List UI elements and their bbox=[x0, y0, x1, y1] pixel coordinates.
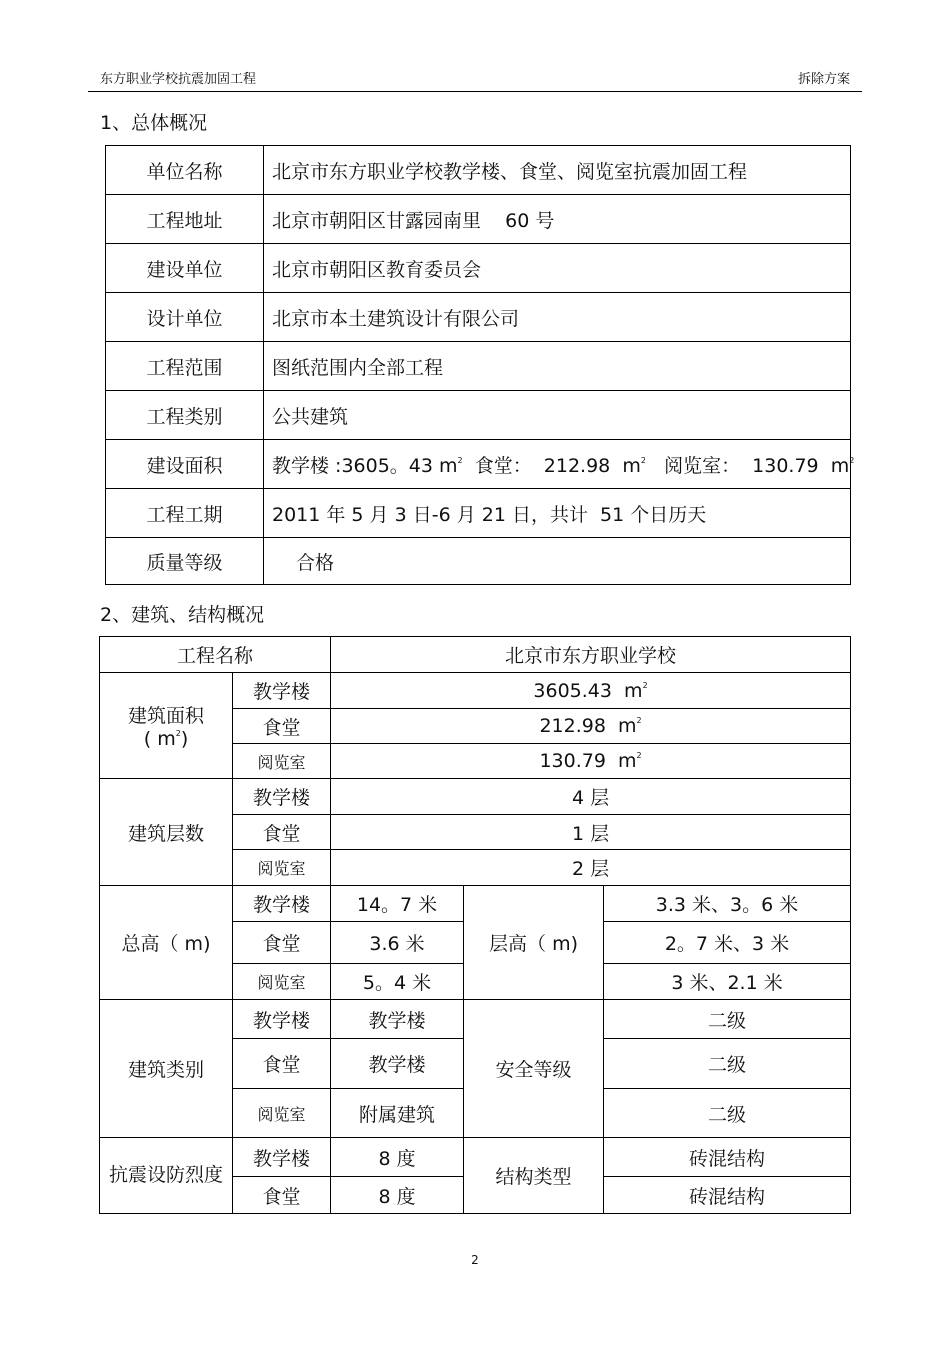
table-row bbox=[100, 886, 851, 922]
project-name: 北京市东方职业学校 bbox=[331, 637, 851, 673]
row-value: 2011 年 5 月 3 日-6 月 21 日，共计 51 个日历天 bbox=[264, 489, 851, 538]
row-value: 北京市本土建筑设计有限公司 bbox=[264, 293, 851, 342]
safety-value: 二级 bbox=[604, 1000, 851, 1039]
seismic-label: 抗震设防烈度 bbox=[100, 1138, 233, 1214]
row-value: 北京市朝阳区教育委员会 bbox=[264, 244, 851, 293]
table-row bbox=[106, 342, 851, 391]
project-name-label: 工程名称 bbox=[100, 637, 331, 673]
floors-value: 2 层 bbox=[331, 850, 851, 886]
area-canteen: 食堂： 212.98 m bbox=[462, 454, 641, 477]
overview-table bbox=[105, 145, 855, 585]
table-row bbox=[106, 391, 851, 440]
structure-value: 砖混结构 bbox=[604, 1177, 851, 1214]
building-name: 教学楼 bbox=[233, 886, 331, 922]
building-name: 食堂 bbox=[233, 1039, 331, 1089]
sup-2: 2 bbox=[849, 455, 855, 465]
floor-height-value: 3 米、2.1 米 bbox=[604, 964, 851, 1000]
table-row bbox=[100, 1000, 851, 1039]
section1-title: 1、总体概况 bbox=[100, 112, 208, 134]
row-value: 合格 bbox=[264, 538, 851, 585]
area-unit: ( $m^2$) bbox=[143, 728, 189, 750]
table-row bbox=[100, 637, 851, 673]
sup-2: 2 bbox=[640, 455, 646, 465]
row-label: 工程类别 bbox=[106, 391, 264, 440]
page-number: 2 bbox=[471, 1253, 479, 1267]
table-row bbox=[100, 1138, 851, 1177]
row-label: 质量等级 bbox=[106, 538, 264, 585]
category-value: 附属建筑 bbox=[331, 1089, 464, 1138]
header-left-title: 东方职业学校抗震加固工程 bbox=[100, 72, 257, 87]
floor-height-value: 3.3 米、3。6 米 bbox=[604, 886, 851, 922]
building-name: 教学楼 bbox=[233, 1000, 331, 1039]
table-row bbox=[100, 673, 851, 709]
header-right-title: 拆除方案 bbox=[797, 72, 850, 87]
row-value: 北京市东方职业学校教学楼、食堂、阅览室抗震加固工程 bbox=[264, 146, 851, 195]
safety-label: 安全等级 bbox=[464, 1000, 604, 1138]
table-row bbox=[106, 538, 851, 585]
table-row bbox=[106, 440, 851, 489]
row-value: 北京市朝阳区甘露园南里 60 号 bbox=[264, 195, 851, 244]
area-reading: 阅览室： 130.79 m bbox=[645, 454, 850, 477]
row-label: 建设单位 bbox=[106, 244, 264, 293]
row-value-area bbox=[264, 440, 855, 489]
table-row bbox=[106, 489, 851, 538]
table-row bbox=[106, 293, 851, 342]
height-value: 14。7 米 bbox=[331, 886, 464, 922]
building-name: 食堂 bbox=[233, 922, 331, 964]
floors-value: 1 层 bbox=[331, 815, 851, 850]
safety-value: 二级 bbox=[604, 1089, 851, 1138]
category-value: 教学楼 bbox=[331, 1000, 464, 1039]
table-row bbox=[106, 244, 851, 293]
building-name: 教学楼 bbox=[233, 779, 331, 815]
header-rule bbox=[88, 91, 862, 92]
row-value: 图纸范围内全部工程 bbox=[264, 342, 851, 391]
structure-table bbox=[99, 636, 851, 1214]
building-name: 阅览室 bbox=[233, 964, 331, 1000]
row-label: 设计单位 bbox=[106, 293, 264, 342]
height-value: 5。4 米 bbox=[331, 964, 464, 1000]
row-label: 工程范围 bbox=[106, 342, 264, 391]
category-label: 建筑类别 bbox=[100, 1000, 233, 1138]
building-name: 食堂 bbox=[233, 1177, 331, 1214]
structure-label: 结构类型 bbox=[464, 1138, 604, 1214]
building-name: 教学楼 bbox=[233, 673, 331, 709]
seismic-value: 8 度 bbox=[331, 1138, 464, 1177]
row-label: 工程地址 bbox=[106, 195, 264, 244]
floors-value: 4 层 bbox=[331, 779, 851, 815]
floor-height-value: 2。7 米、3 米 bbox=[604, 922, 851, 964]
height-value: 3.6 米 bbox=[331, 922, 464, 964]
building-name: 阅览室 bbox=[233, 744, 331, 779]
row-label: 建设面积 bbox=[106, 440, 264, 489]
table-row bbox=[100, 779, 851, 815]
area-value: 3605.43 $m^2$ bbox=[331, 673, 851, 709]
section2-title: 2、建筑、结构概况 bbox=[100, 604, 265, 626]
table-row bbox=[106, 146, 851, 195]
area-label-cell bbox=[100, 673, 233, 779]
row-label: 单位名称 bbox=[106, 146, 264, 195]
area-teaching: 教学楼 :3605。43 m bbox=[272, 454, 458, 477]
height-label: 总高（ m) bbox=[100, 886, 233, 1000]
floor-height-label: 层高（ m) bbox=[464, 886, 604, 1000]
sup-2: 2 bbox=[457, 455, 463, 465]
floors-label: 建筑层数 bbox=[100, 779, 233, 886]
area-value: 130.79 $m^2$ bbox=[331, 744, 851, 779]
structure-value: 砖混结构 bbox=[604, 1138, 851, 1177]
building-name: 阅览室 bbox=[233, 850, 331, 886]
area-label: 建筑面积 bbox=[127, 705, 204, 727]
row-value: 公共建筑 bbox=[264, 391, 851, 440]
building-name: 食堂 bbox=[233, 709, 331, 744]
area-value: 212.98 $m^2$ bbox=[331, 709, 851, 744]
row-label: 工程工期 bbox=[106, 489, 264, 538]
seismic-value: 8 度 bbox=[331, 1177, 464, 1214]
safety-value: 二级 bbox=[604, 1039, 851, 1089]
building-name: 教学楼 bbox=[233, 1138, 331, 1177]
category-value: 教学楼 bbox=[331, 1039, 464, 1089]
building-name: 食堂 bbox=[233, 815, 331, 850]
table-row bbox=[106, 195, 851, 244]
building-name: 阅览室 bbox=[233, 1089, 331, 1138]
